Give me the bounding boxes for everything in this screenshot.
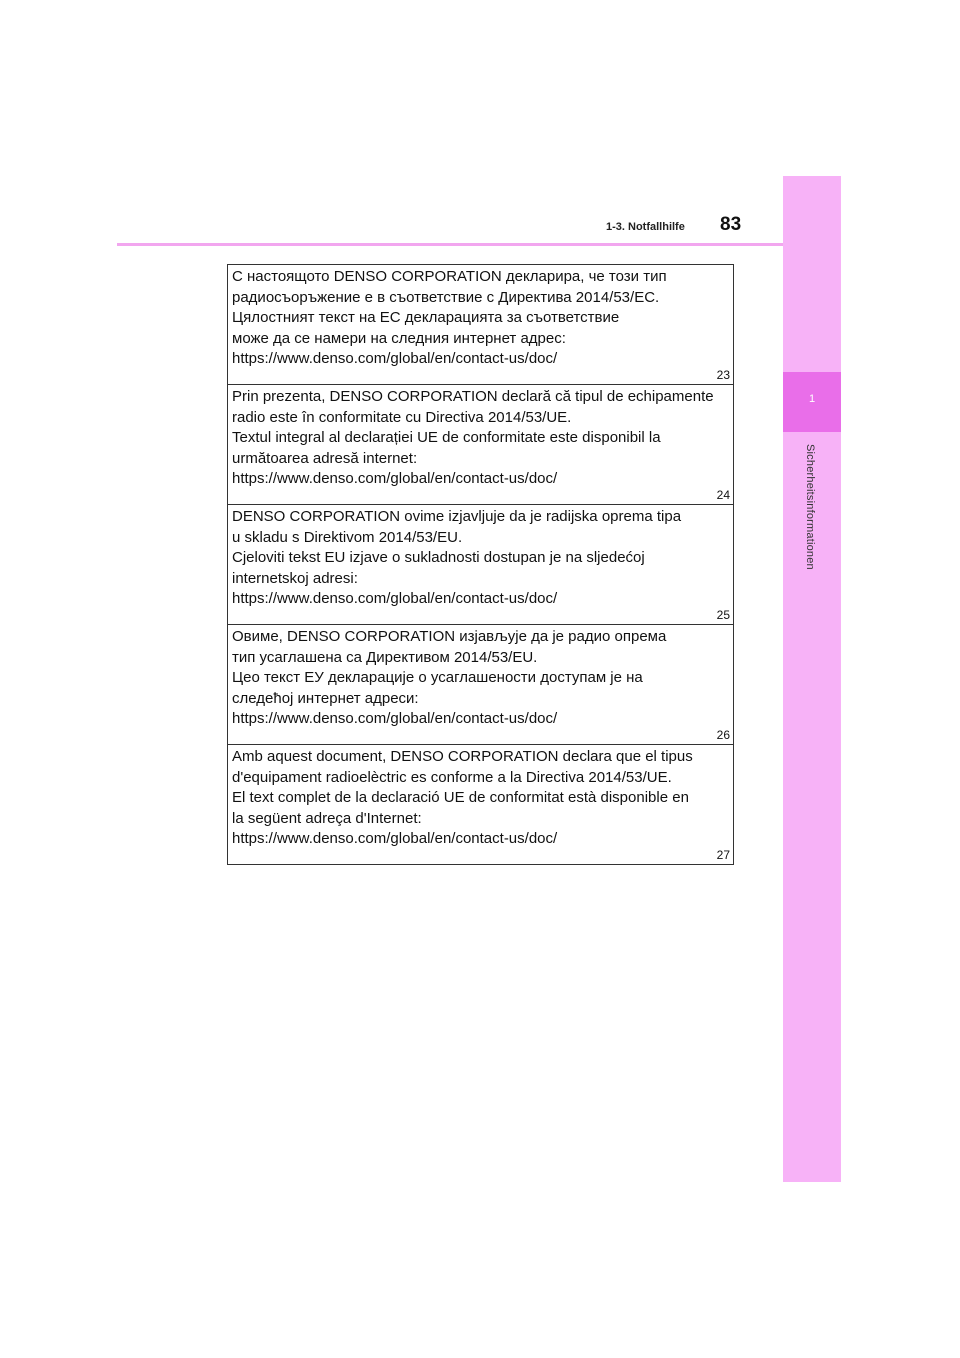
chapter-side-tab <box>783 176 841 1182</box>
declaration-text-line: Овиме, DENSO CORPORATION изјављује да је радио опрема <box>232 628 667 645</box>
declaration-url: https://www.denso.com/global/en/contact-us/doc/ <box>232 710 558 727</box>
declaration-number: 23 <box>716 368 730 382</box>
declaration-text-line: може да се намери на следния интернет адрес: <box>232 329 566 347</box>
declaration-text-line: Цялостният текст на ЕС декларацията за съответствие <box>232 309 620 326</box>
declaration-cell-catalan <box>228 745 733 865</box>
declaration-url: https://www.denso.com/global/en/contact-us/doc/ <box>232 470 558 487</box>
declaration-text-line: радиосъоръжение е в съответствие с Директива 2014/53/ЕС. <box>232 288 660 306</box>
declaration-text-line: тип усаглашена са Директивом 2014/53/EU. <box>232 648 538 666</box>
declaration-text-line: Prin prezenta, DENSO CORPORATION declară că tipul de echipamente <box>232 388 714 405</box>
declaration-text-line: u skladu s Direktivom 2014/53/EU. <box>232 528 463 546</box>
chapter-number: 1 <box>808 393 816 405</box>
declaration-text-line: d'equipament radioelèctric es conforme a la Directiva 2014/53/UE. <box>232 768 672 786</box>
declaration-text-line: DENSO CORPORATION ovime izjavljuje da je radijska oprema tipa <box>232 508 682 525</box>
declaration-text-line: El text complet de la declaració UE de conformitat està disponible en <box>232 789 689 806</box>
declaration-text-line: la següent adreça d'Internet: <box>232 809 422 827</box>
declaration-text-line: С настоящото DENSO CORPORATION декларира, че този тип <box>232 268 667 285</box>
declaration-text-line: internetskoj adresi: <box>232 569 358 587</box>
declaration-cell-romanian <box>228 385 733 505</box>
declaration-cell-croatian <box>228 505 733 625</box>
section-title: 1-3. Notfallhilfe <box>606 221 685 233</box>
declaration-url: https://www.denso.com/global/en/contact-us/doc/ <box>232 590 558 607</box>
declaration-cell-bulgarian <box>228 265 733 385</box>
declaration-url: https://www.denso.com/global/en/contact-us/doc/ <box>232 350 558 367</box>
declaration-text-line: Textul integral al declarației UE de conformitate este disponibil la <box>232 429 661 446</box>
declaration-text-line: Цео текст ЕУ декларације о усаглашености доступам је на <box>232 669 643 686</box>
declaration-cell-serbian <box>228 625 733 745</box>
page-number: 83 <box>720 214 742 235</box>
declaration-text-line: următoarea adresă internet: <box>232 449 418 467</box>
declaration-url: https://www.denso.com/global/en/contact-us/doc/ <box>232 830 558 847</box>
declaration-number: 25 <box>716 608 730 622</box>
declaration-table <box>227 264 734 865</box>
declaration-number: 24 <box>716 488 730 502</box>
header-divider <box>117 243 783 246</box>
declaration-number: 26 <box>716 728 730 742</box>
declaration-text-line: Cjeloviti tekst EU izjave o sukladnosti dostupan je na sljedećoj <box>232 549 645 566</box>
chapter-label: Sicherheitsinformationen <box>804 444 816 570</box>
declaration-text-line: следећој интернет адреси: <box>232 689 419 707</box>
declaration-text-line: radio este în conformitate cu Directiva 2014/53/UE. <box>232 408 572 426</box>
declaration-text-line: Amb aquest document, DENSO CORPORATION declara que el tipus <box>232 748 693 765</box>
declaration-number: 27 <box>716 848 730 862</box>
